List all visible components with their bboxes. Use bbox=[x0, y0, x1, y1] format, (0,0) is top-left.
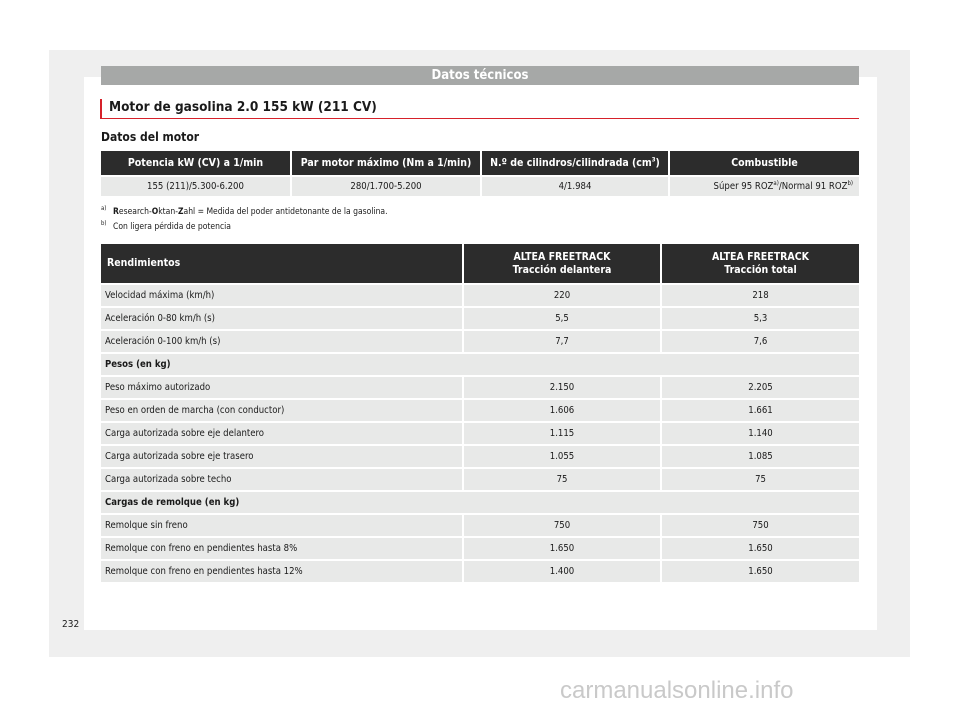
performance-table bbox=[101, 244, 859, 582]
row-value-all: 1.085 bbox=[661, 445, 859, 468]
header-cylinders-sup: 3 bbox=[651, 156, 656, 164]
fuel-b-sup: b) bbox=[847, 179, 853, 187]
row-value-front: 1.650 bbox=[463, 537, 661, 560]
row-label: Remolque con freno en pendientes hasta 12% bbox=[101, 560, 463, 582]
footnote-b-text: Con ligera pérdida de potencia bbox=[113, 222, 231, 232]
header-all-wheel-l2: Tracción total bbox=[724, 263, 797, 276]
cell-cylinders: 4/1.984 bbox=[481, 176, 669, 196]
footnote-a-b3: Z bbox=[177, 207, 184, 217]
cell-power: 155 (211)/5.300-6.200 bbox=[101, 176, 291, 196]
row-value-front: 220 bbox=[463, 284, 661, 307]
table-row bbox=[101, 445, 859, 468]
footnote-b: $^{b)}$ Con ligera pérdida de potencia bbox=[101, 220, 231, 232]
page-number: 232 bbox=[62, 619, 80, 630]
footnote-a-t1: esearch- bbox=[118, 207, 152, 217]
header-front-wheel-l2: Tracción delantera bbox=[512, 263, 612, 276]
table-row bbox=[101, 284, 859, 307]
row-value-all: 1.650 bbox=[661, 537, 859, 560]
row-label: Velocidad máxima (km/h) bbox=[101, 284, 463, 307]
row-value-front: 1.400 bbox=[463, 560, 661, 582]
row-value-all: 1.650 bbox=[661, 560, 859, 582]
fuel-b: /Normal 91 ROZ bbox=[778, 181, 848, 192]
row-value-front: 750 bbox=[463, 514, 661, 537]
header-front-wheel bbox=[463, 244, 661, 284]
row-label: Carga autorizada sobre eje trasero bbox=[101, 445, 463, 468]
row-value-front: 1.115 bbox=[463, 422, 661, 445]
table-row bbox=[101, 422, 859, 445]
table-row bbox=[101, 468, 859, 491]
table-row bbox=[101, 176, 859, 196]
header-all-wheel bbox=[661, 244, 859, 284]
fuel-a-sup: a) bbox=[773, 179, 779, 187]
chapter-header: Datos técnicos bbox=[101, 66, 859, 85]
table-row bbox=[101, 307, 859, 330]
row-value-all: 750 bbox=[661, 514, 859, 537]
footnote-a-b2: O bbox=[151, 207, 159, 217]
row-label: Remolque sin freno bbox=[101, 514, 463, 537]
engine-data-table bbox=[101, 151, 859, 196]
row-label: Carga autorizada sobre techo bbox=[101, 468, 463, 491]
table-header-row bbox=[101, 151, 859, 176]
row-value-front: 1.055 bbox=[463, 445, 661, 468]
row-value-all: 2.205 bbox=[661, 376, 859, 399]
cell-fuel bbox=[669, 176, 859, 196]
row-value-all: 1.661 bbox=[661, 399, 859, 422]
table-section-row bbox=[101, 353, 859, 376]
row-value-front: 75 bbox=[463, 468, 661, 491]
row-value-all: 1.140 bbox=[661, 422, 859, 445]
row-label: Peso máximo autorizado bbox=[101, 376, 463, 399]
row-value-all: 75 bbox=[661, 468, 859, 491]
header-fuel: Combustible bbox=[669, 151, 859, 176]
row-value-all: 7,6 bbox=[661, 330, 859, 353]
row-label: Carga autorizada sobre eje delantero bbox=[101, 422, 463, 445]
cell-torque: 280/1.700-5.200 bbox=[291, 176, 481, 196]
table-row bbox=[101, 514, 859, 537]
fuel-a: Súper 95 ROZ bbox=[713, 181, 774, 192]
table-row bbox=[101, 330, 859, 353]
row-label: Aceleración 0-80 km/h (s) bbox=[101, 307, 463, 330]
row-label: Aceleración 0-100 km/h (s) bbox=[101, 330, 463, 353]
table-row bbox=[101, 560, 859, 582]
engine-data-subtitle: Datos del motor bbox=[101, 130, 200, 144]
row-value-front: 7,7 bbox=[463, 330, 661, 353]
header-all-wheel-l1: ALTEA FREETRACK bbox=[711, 250, 809, 263]
table-row bbox=[101, 399, 859, 422]
section-weights: Pesos (en kg) bbox=[101, 353, 859, 376]
footnote-a-b1: R bbox=[113, 207, 119, 217]
footnote-a-t2: ktan- bbox=[158, 207, 178, 217]
row-value-all: 218 bbox=[661, 284, 859, 307]
row-value-all: 5,3 bbox=[661, 307, 859, 330]
watermark: carmanualsonline.info bbox=[560, 677, 794, 704]
table-section-row bbox=[101, 491, 859, 514]
header-cylinders-text: N.º de cilindros/cilindrada (cm bbox=[490, 157, 652, 169]
table-row bbox=[101, 537, 859, 560]
header-torque: Par motor máximo (Nm a 1/min) bbox=[291, 151, 481, 176]
section-title: Motor de gasolina 2.0 155 kW (211 CV) bbox=[100, 99, 859, 119]
footnote-a: $^{a)}$ Research-Oktan-Zahl = Medida del poder antidetonante de la gasolina. bbox=[101, 205, 388, 217]
row-value-front: 2.150 bbox=[463, 376, 661, 399]
header-cylinders bbox=[481, 151, 669, 176]
section-trailer: Cargas de remolque (en kg) bbox=[101, 491, 859, 514]
table-header-row bbox=[101, 244, 859, 284]
header-front-wheel-l1: ALTEA FREETRACK bbox=[513, 250, 611, 263]
table-row bbox=[101, 376, 859, 399]
header-performance: Rendimientos bbox=[101, 244, 463, 284]
row-value-front: 5,5 bbox=[463, 307, 661, 330]
header-cylinders-close: ) bbox=[655, 157, 660, 169]
row-label: Remolque con freno en pendientes hasta 8% bbox=[101, 537, 463, 560]
footnote-a-t3: ahl = Medida del poder antidetonante de la gasolina. bbox=[183, 207, 388, 217]
header-power: Potencia kW (CV) a 1/min bbox=[101, 151, 291, 176]
row-value-front: 1.606 bbox=[463, 399, 661, 422]
row-label: Peso en orden de marcha (con conductor) bbox=[101, 399, 463, 422]
